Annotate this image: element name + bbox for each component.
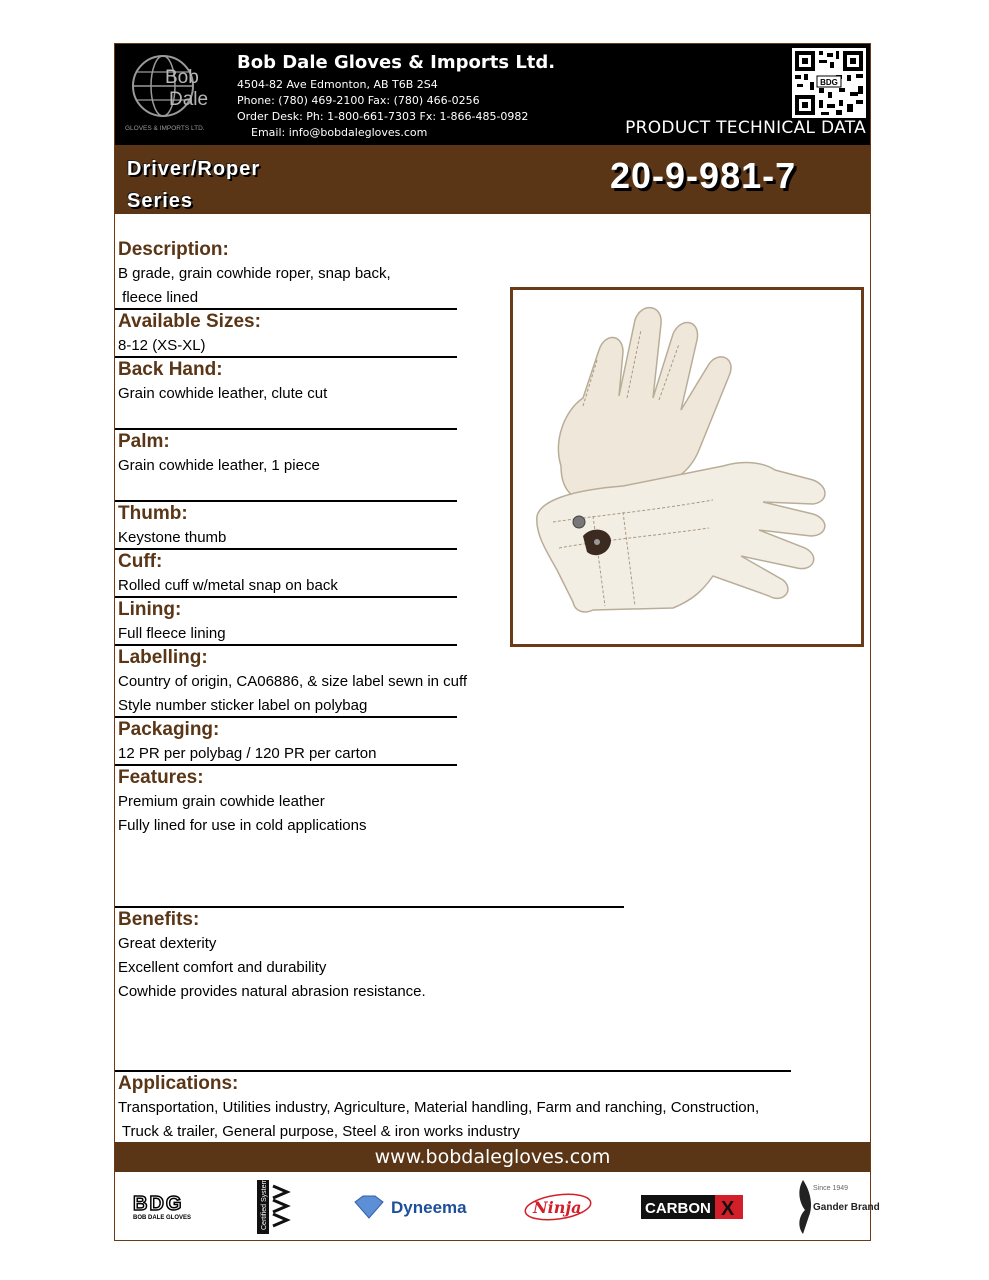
section-sizes bbox=[118, 310, 261, 358]
svg-text:BOB DALE GLOVES: BOB DALE GLOVES bbox=[133, 1215, 192, 1221]
series-line-2: Series bbox=[127, 190, 194, 212]
company-contact bbox=[237, 77, 528, 141]
svg-text:Ninja: Ninja bbox=[533, 1198, 582, 1217]
section-text: Keystone thumb bbox=[118, 529, 227, 546]
section-labelling bbox=[118, 646, 467, 718]
svg-text:X: X bbox=[721, 1198, 735, 1220]
document-type: PRODUCT TECHNICAL DATA bbox=[625, 118, 866, 138]
section-title: Description: bbox=[118, 239, 229, 260]
section-title: Labelling: bbox=[118, 647, 208, 668]
section-title: Available Sizes: bbox=[118, 311, 261, 332]
svg-text:Bob: Bob bbox=[165, 67, 199, 88]
section-title: Palm: bbox=[118, 431, 170, 452]
svg-text:Gander Brand: Gander Brand bbox=[813, 1202, 880, 1213]
section-back-hand bbox=[118, 358, 327, 406]
section-text: fleece lined bbox=[118, 289, 199, 306]
section-title: Benefits: bbox=[118, 909, 200, 930]
section-text: Premium grain cowhide leather bbox=[118, 793, 325, 810]
section-text: 12 PR per polybag / 120 PR per carton bbox=[118, 745, 377, 762]
section-title: Cuff: bbox=[118, 551, 163, 572]
section-text: Country of origin, CA06886, & size label sewn in cuff bbox=[118, 673, 468, 690]
series-name bbox=[127, 153, 260, 217]
svg-text:CARBON: CARBON bbox=[645, 1200, 711, 1217]
title-band bbox=[115, 145, 870, 214]
company-name: Bob Dale Gloves & Imports Ltd. bbox=[237, 52, 556, 73]
bdg-logo bbox=[131, 1174, 207, 1240]
section-title: Thumb: bbox=[118, 503, 188, 524]
brand-logos bbox=[115, 1174, 880, 1240]
section-description bbox=[118, 238, 391, 310]
section-title: Back Hand: bbox=[118, 359, 223, 380]
series-line-1: Driver/Roper bbox=[127, 158, 261, 180]
svg-text:BDG: BDG bbox=[820, 78, 838, 87]
svg-text:Dale: Dale bbox=[169, 89, 209, 110]
section-text: Fully lined for use in cold applications bbox=[118, 817, 367, 834]
section-text: Style number sticker label on polybag bbox=[118, 697, 368, 714]
section-thumb bbox=[118, 502, 226, 550]
company-logo bbox=[123, 50, 217, 134]
address: 4504-82 Ave Edmonton, AB T6B 2S4 bbox=[237, 78, 438, 91]
email[interactable]: Email: info@bobdalegloves.com bbox=[251, 126, 428, 139]
datasheet bbox=[114, 43, 880, 1241]
section-palm bbox=[118, 430, 320, 478]
ninja-logo bbox=[523, 1174, 593, 1240]
section-text: 8-12 (XS-XL) bbox=[118, 337, 206, 354]
section-title: Applications: bbox=[118, 1073, 239, 1094]
section-lining bbox=[118, 598, 226, 646]
section-text: Truck & trailer, General purpose, Steel & iron works industry bbox=[118, 1123, 520, 1140]
section-text: Cowhide provides natural abrasion resistance. bbox=[118, 983, 426, 1000]
section-benefits bbox=[118, 908, 426, 1004]
section-features bbox=[118, 766, 366, 838]
section-text: Excellent comfort and durability bbox=[118, 959, 327, 976]
section-text: Full fleece lining bbox=[118, 625, 226, 642]
section-title: Packaging: bbox=[118, 719, 220, 740]
svg-text:Dyneema: Dyneema bbox=[391, 1198, 467, 1217]
section-title: Features: bbox=[118, 767, 204, 788]
section-title: Lining: bbox=[118, 599, 182, 620]
section-cuff bbox=[118, 550, 338, 598]
product-code: 20-9-981-7 bbox=[610, 155, 797, 196]
svg-text:Certified System: Certified System bbox=[261, 1178, 268, 1230]
section-text: Rolled cuff w/metal snap on back bbox=[118, 577, 338, 594]
section-text: Grain cowhide leather, clute cut bbox=[118, 385, 328, 402]
svg-text:Since 1949: Since 1949 bbox=[813, 1185, 849, 1192]
dyneema-logo bbox=[351, 1174, 485, 1240]
glove-illustration bbox=[513, 290, 861, 644]
section-text: Grain cowhide leather, 1 piece bbox=[118, 457, 320, 474]
section-packaging bbox=[118, 718, 377, 766]
section-text: B grade, grain cowhide roper, snap back, bbox=[118, 265, 391, 282]
certified-system-logo bbox=[253, 1174, 297, 1240]
section-applications bbox=[118, 1072, 759, 1144]
carbon-x-logo bbox=[639, 1174, 747, 1240]
header bbox=[115, 44, 870, 145]
section-text: Transportation, Utilities industry, Agriculture, Material handling, Farm and ranching, Construction, bbox=[118, 1099, 760, 1116]
svg-text:BDG: BDG bbox=[133, 1193, 184, 1215]
order-desk: Order Desk: Ph: 1-800-661-7303 Fx: 1-866-485-0982 bbox=[237, 110, 529, 123]
gander-brand-logo bbox=[789, 1174, 880, 1240]
svg-text:GLOVES & IMPORTS LTD.: GLOVES & IMPORTS LTD. bbox=[125, 125, 205, 132]
phone: Phone: (780) 469-2100 Fax: (780) 466-0256 bbox=[237, 94, 480, 107]
section-text: Great dexterity bbox=[118, 935, 217, 952]
website-link[interactable]: www.bobdalegloves.com bbox=[115, 1142, 870, 1172]
qr-code[interactable] bbox=[792, 48, 866, 118]
product-photo bbox=[510, 287, 864, 647]
